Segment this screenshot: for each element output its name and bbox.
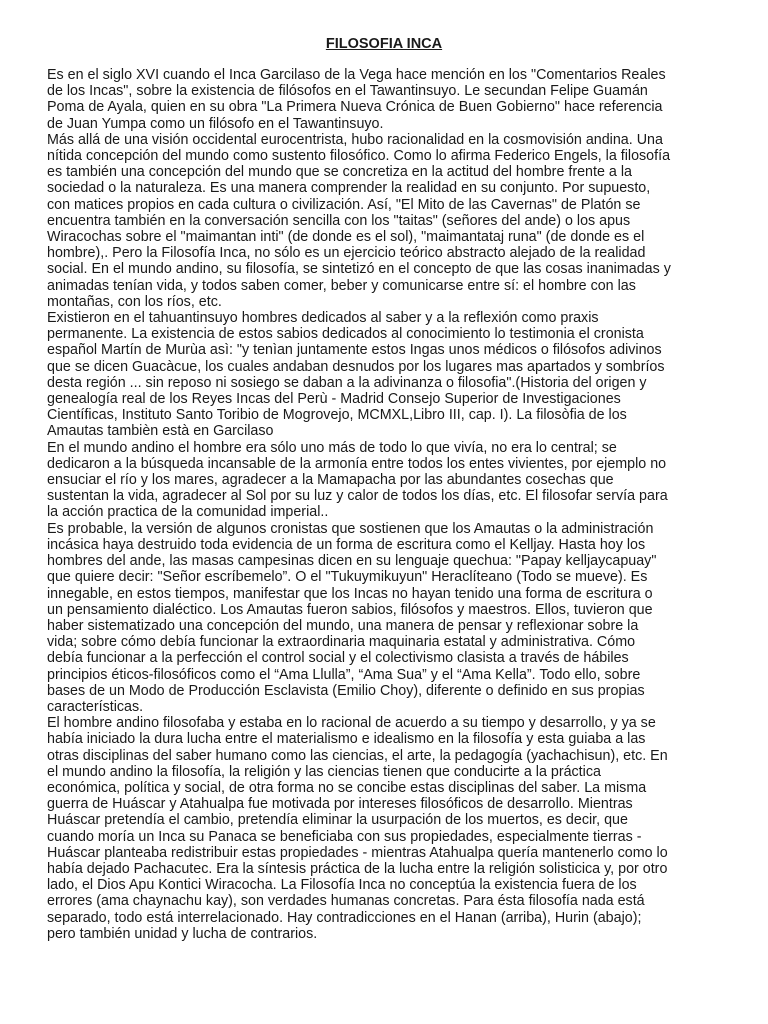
text-line: montañas, con los ríos, etc. — [47, 293, 222, 310]
text-line: desta región ... sin reposo ni sosiego se daban a la adivinanza o filosofia".(Historia del origen y — [47, 374, 647, 391]
text-line: español Martín de Murùa asì: "y tenìan juntamente estos Ingas unos médicos o filósofos adivinos — [47, 342, 662, 359]
text-line: social. En el mundo andino, su filosofía, se sintetizó en el concepto de que las cosas inanimadas y — [47, 261, 671, 278]
text-line: principios éticos-filosóficos como el “Ama Llulla”, “Ama Sua” y el “Ama Kella”. Todo ello, sobre — [47, 666, 641, 683]
text-line: Más allá de una visión occidental eurocentrista, hubo racionalidad en la cosmovisión andina. Una — [47, 131, 663, 148]
text-line: hombre),. Pero la Filosofía Inca, no sólo es un ejercicio teórico abstracto alejado de la realidad — [47, 245, 646, 262]
text-line: sustentan la vida, agradecer al Sol por su luz y calor de todos los días, etc. El filosofar servía para — [47, 488, 668, 505]
text-line: guerra de Huáscar y Atahualpa fue motivada por intereses filosóficos de desarrollo. Mientras — [47, 796, 633, 813]
text-line: Amautas tambièn està en Garcilaso — [47, 423, 274, 440]
paragraph — [47, 521, 727, 715]
text-line: había dejado Pachacutec. Era la síntesis práctica de la lucha entre la religión solisticica y, por otro — [47, 860, 668, 877]
text-line: incásica haya destruido toda evidencia de un forma de escritura como el Kelljay. Hasta hoy los — [47, 536, 646, 553]
text-line: dedicaron a la búsqueda incansable de la armonía entre todos los entes vivientes, por ejemplo no — [47, 455, 667, 472]
text-line: Huáscar planteaba redistribuir estas propiedades - mientras Atahualpa quería mantenerlo como lo — [47, 844, 668, 861]
text-line: haber sistematizado una concepción del mundo, una manera de pensar y reflexionar sobre la — [47, 617, 639, 634]
text-line: ensuciar el río y los mares, agradecer a la Mamapacha por las abundantes cosechas que — [47, 472, 614, 489]
document-body — [47, 67, 727, 942]
paragraph — [47, 440, 727, 521]
text-line: con matices propios en cada cultura o civilización. Así, "El Mito de las Cavernas" de Platón se — [47, 196, 641, 213]
text-line: encuentra también en la conversación sencilla con los "taitas" (señores del ande) o los apus — [47, 212, 631, 229]
text-line: la acción practica de la comunidad imperial.. — [47, 504, 329, 521]
text-line: Poma de Ayala, quien en su obra "La Primera Nueva Crónica de Buen Gobierno" hace referencia — [47, 99, 663, 116]
text-line: económica, política y social, de otra forma no se concibe estas disciplinas del saber. La misma — [47, 779, 647, 796]
text-line: debía funcionar a la perfección el control social y el colectivismo clasista a través de hábiles — [47, 650, 629, 667]
text-line: sociedad o la naturaleza. Es una manera comprender la realidad en su conjunto. Por supuesto, — [47, 180, 651, 197]
text-line: innegable, en estos tiempos, manifestar que los Incas no hayan tenido una forma de escritura o — [47, 585, 653, 602]
paragraph — [47, 67, 727, 132]
text-line: bases de un Modo de Producción Esclavista (Emilio Choy), diferente o definido en sus propias — [47, 682, 645, 699]
text-line: características. — [47, 698, 144, 715]
text-line: separado, todo está interrelacionado. Hay contradicciones en el Hanan (arriba), Hurin (abajo); — [47, 909, 642, 926]
text-line: genealogía real de los Reyes Incas del Perù - Madrid Consejo Superior de Investigaciones — [47, 391, 621, 408]
text-line: Huáscar pretendía el cambio, pretendía eliminar la usurpación de los muertos, es decir, que — [47, 812, 628, 829]
text-line: había iniciado la dura lucha entre el materialismo e idealismo en la filosofía y esta guiaba a las — [47, 731, 646, 748]
text-line: nítida concepción del mundo como sustento filosófico. Como lo afirma Federico Engels, la filosofía — [47, 148, 671, 165]
text-line: vida; sobre cómo debía funcionar la extraordinaria maquinaria estatal y administrativa. Cómo — [47, 634, 636, 651]
text-line: otras disciplinas del saber humano como las ciencias, el arte, la pedagogía (yachachisun), etc. En — [47, 747, 668, 764]
text-line: permanente. La existencia de estos sabios dedicados al conocimiento lo testimonia el cronista — [47, 326, 644, 343]
text-line: el mundo andino la filosofía, la religión y las ciencias tienen que conducirte a la práctica — [47, 763, 601, 780]
paragraph — [47, 715, 727, 942]
paragraph — [47, 310, 727, 440]
text-line: animadas tenían vida, y todos saben comer, beber y comunicarse entre sí: el hombre con las — [47, 277, 636, 294]
document-title: FILOSOFIA INCA — [325, 36, 443, 52]
text-line: El hombre andino filosofaba y estaba en lo racional de acuerdo a su tiempo y desarrollo, y ya se — [47, 715, 656, 732]
text-line: de Juan Yumpa como un filósofo en el Tawantinsuyo. — [47, 115, 384, 132]
text-line: que se dicen Guacàcue, los cuales andaban desnudos por los lugares mas apartados y sombríos — [47, 358, 665, 375]
text-line: pero también unidad y lucha de contrarios. — [47, 925, 318, 942]
text-line: Es probable, la versión de algunos cronistas que sostienen que los Amautas o la administración — [47, 520, 654, 537]
text-line: lado, el Dios Apu Kontici Wiracocha. La Filosofía Inca no conceptúa la existencia fuera de los — [47, 877, 637, 894]
text-line: Existieron en el tahuantinsuyo hombres dedicados al saber y a la reflexión como praxis — [47, 310, 599, 327]
text-line: hombres del ande, las masas campesinas dicen en su lenguaje quechua: "Papay kelljaycapuay" — [47, 553, 657, 570]
text-line: Es en el siglo XVI cuando el Inca Garcilaso de la Vega hace mención en los "Comentarios Reales — [47, 67, 666, 83]
text-line: En el mundo andino el hombre era sólo uno más de todo lo que vivía, no era lo central; se — [47, 439, 617, 456]
text-line: errores (ama chaynachu kay), son verdades humanas concretas. Para ésta filosofía nada está — [47, 893, 645, 910]
text-line: que quiere decir: "Señor escríbemelo”. O el "Tukuymikuyun" Heraclíteano (Todo se mueve). Es — [47, 569, 648, 586]
text-line: es también una concepción del mundo que se concretiza en la actitud del hombre frente a la — [47, 164, 632, 181]
text-line: un pensamiento dialéctico. Los Amautas fueron sabios, filósofos y maestros. Ellos, tuvieron que — [47, 601, 653, 618]
paragraph — [47, 132, 727, 310]
text-line: cuando moría un Inca su Panaca se beneficiaba con sus propiedades, especialmente tierras - — [47, 828, 642, 845]
text-line: de los Incas", sobre la existencia de filósofos en el Tawantinsuyo. Le secundan Felipe Guamán — [47, 83, 648, 100]
text-line: Científicas, Instituto Santo Toribio de Mogrovejo, MCMXL,Libro III, cap. I). La filosòfia de los — [47, 407, 627, 424]
text-line: Wiracochas sobre el "maimantan inti" (de donde es el sol), "maimantataj runa" (de donde es el — [47, 229, 645, 246]
